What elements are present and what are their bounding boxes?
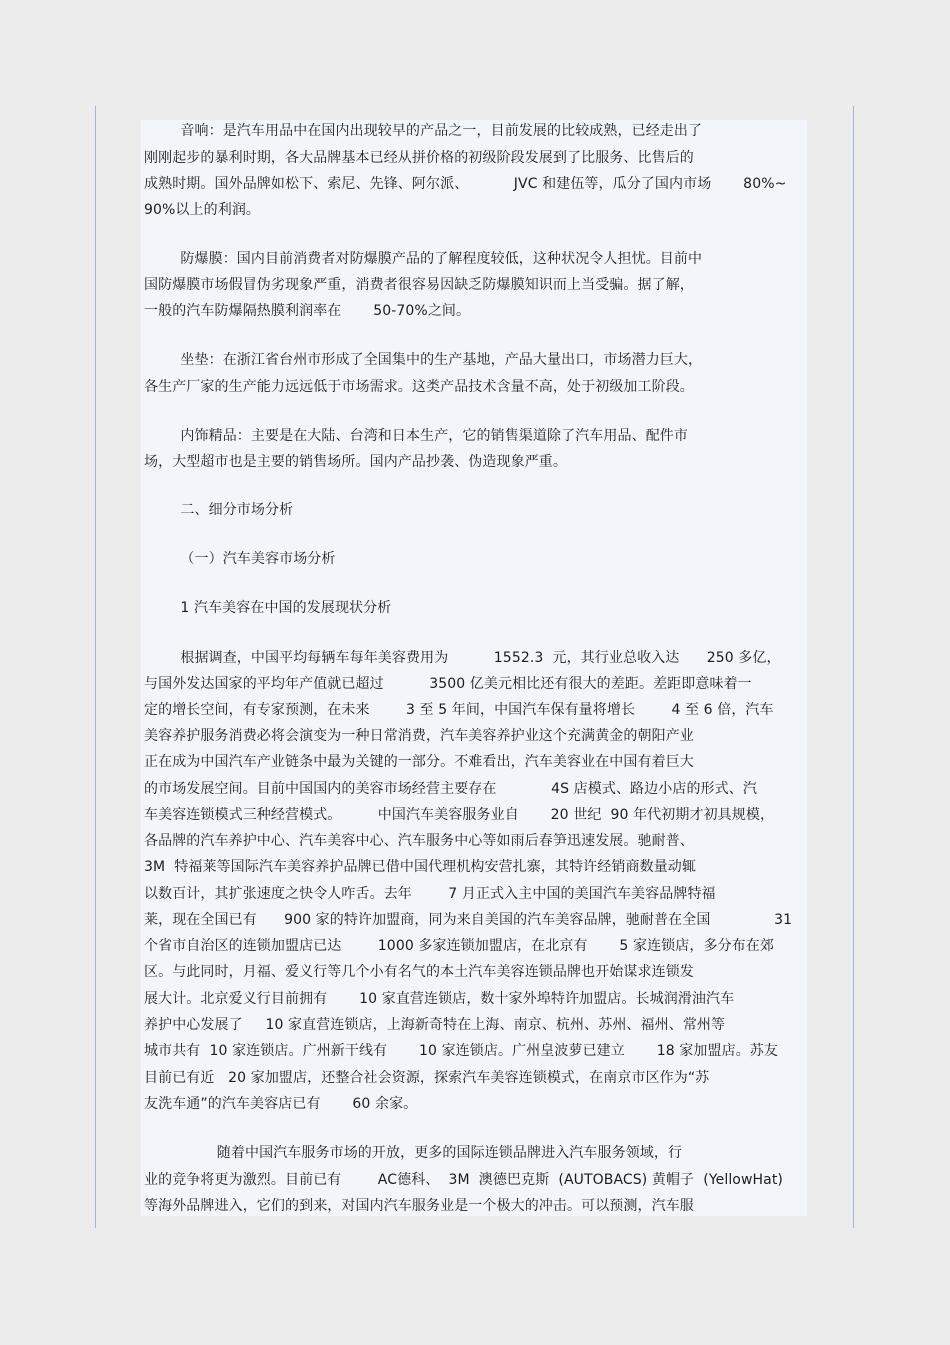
paragraph-status-line: 的市场发展空间。目前中国国内的美容市场经营主要存在 4S 店模式、路边小店的形式、汽 [144, 781, 757, 797]
left-margin-rule [95, 106, 96, 1228]
paragraph-film-line: 防爆膜：国内目前消费者对防爆膜产品的了解程度较低，这种状况令人担忧。目前中 [144, 251, 703, 267]
paragraph-status-line: 与国外发达国家的平均年产值就已超过 3500 亿美元相比还有很大的差距。差距即意味着一 [144, 676, 752, 692]
paragraph-status-line: 友洗车通”的汽车美容店已有 60 余家。 [144, 1096, 418, 1112]
paragraph-status-line: 目前已有近 20 家加盟店，还整合社会资源，探索汽车美容连锁模式，在南京市区作为“苏 [144, 1070, 710, 1086]
right-margin-rule [853, 106, 854, 1228]
topic-heading: 1 汽车美容在中国的发展现状分析 [144, 600, 392, 616]
paragraph-status-line: 车美容连锁模式三种经营模式。 中国汽车美容服务业自 20 世纪 90 年代初期才初具规模， [144, 807, 775, 823]
paragraph-interior-line: 内饰精品：主要是在大陆、台湾和日本生产，它的销售渠道除了汽车用品、配件市 [144, 428, 688, 444]
paragraph-status-line: 展大计。北京爱义行目前拥有 10 家直营连锁店，数十家外埠特许加盟店。长城润滑油汽车 [144, 991, 735, 1007]
paragraph-status-line: 个省市自治区的连锁加盟店已达 1000 多家连锁加盟店，在北京有 5 家连锁店，多分布在郊 [144, 938, 774, 954]
subsection-heading: （一）汽车美容市场分析 [144, 551, 336, 567]
paragraph-interior-line: 场，大型超市也是主要的销售场所。国内产品抄袭、伪造现象严重。 [144, 454, 567, 470]
paragraph-status-line: 美容养护服务消费必将会演变为一种日常消费，汽车美容养护业这个充满黄金的朝阳产业 [144, 728, 694, 744]
paragraph-audio-line: 成熟时期。国外品牌如松下、索尼、先锋、阿尔派、 JVC 和建伍等，瓜分了国内市场 80%~ [144, 176, 787, 192]
paragraph-audio-line: 刚刚起步的暴利时期，各大品牌基本已经从拼价格的初级阶段发展到了比服务、比售后的 [144, 150, 694, 166]
paragraph-competition-line: 业的竞争将更为激烈。目前已有 AC德科、 3M 澳德巴克斯 (AUTOBACS) 黄帽子 (YellowHat) [144, 1172, 783, 1188]
paragraph-status-line: 根据调查，中国平均每辆车每年美容费用为 1552.3 元，其行业总收入达 250 多亿， [144, 650, 781, 666]
paragraph-audio-line: 90%以上的利润。 [144, 202, 261, 218]
section-heading: 二、细分市场分析 [144, 502, 294, 518]
paragraph-audio-line: 音响：是汽车用品中在国内出现较早的产品之一，目前发展的比较成熟，已经走出了 [144, 123, 703, 139]
paragraph-cushion-line: 坐垫：在浙江省台州市形成了全国集中的生产基地，产品大量出口，市场潜力巨大， [144, 352, 703, 368]
paragraph-status-line: 3M 特福莱等国际汽车美容养护品牌已借中国代理机构安营扎寨，其特许经销商数量动辄 [144, 859, 696, 875]
paragraph-competition-line: 随着中国汽车服务市场的开放，更多的国际连锁品牌进入汽车服务领域，行 [144, 1145, 683, 1161]
paragraph-status-line: 区。与此同时，月福、爱义行等几个小有名气的本土汽车美容连锁品牌也开始谋求连锁发 [144, 964, 694, 980]
paragraph-film-line: 一般的汽车防爆隔热膜利润率在 50-70%之间。 [144, 303, 471, 319]
paragraph-status-line: 莱，现在全国已有 900 家的特许加盟商，同为来自美国的汽车美容品牌，驰耐普在全国 31 [144, 912, 793, 928]
paragraph-status-line: 各品牌的汽车养护中心、汽车美容中心、汽车服务中心等如雨后春笋迅速发展。驰耐普、 [144, 833, 694, 849]
paragraph-status-line: 正在成为中国汽车产业链条中最为关键的一部分。不难看出，汽车美容业在中国有着巨大 [144, 754, 694, 770]
paragraph-status-line: 养护中心发展了 10 家直营连锁店，上海新奇特在上海、南京、杭州、苏州、福州、常州等 [144, 1017, 726, 1033]
paragraph-status-line: 城市共有 10 家连锁店。广州新干线有 10 家连锁店。广州皇波萝已建立 18 家加盟店。苏友 [144, 1043, 778, 1059]
paragraph-status-line: 定的增长空间，有专家预测，在未来 3 至 5 年间，中国汽车保有量将增长 4 至 6 倍，汽车 [144, 702, 774, 718]
paragraph-competition-line: 等海外品牌进入，它们的到来，对国内汽车服务业是一个极大的冲击。可以预测，汽车服 [144, 1198, 694, 1214]
paragraph-film-line: 国防爆膜市场假冒伪劣现象严重，消费者很容易因缺乏防爆膜知识而上当受骗。据了解， [144, 277, 694, 293]
paragraph-status-line: 以数百计，其扩张速度之快令人咋舌。去年 7 月正式入主中国的美国汽车美容品牌特福 [144, 886, 716, 902]
paragraph-cushion-line: 各生产厂家的生产能力远远低于市场需求。这类产品技术含量不高，处于初级加工阶段。 [144, 379, 694, 395]
